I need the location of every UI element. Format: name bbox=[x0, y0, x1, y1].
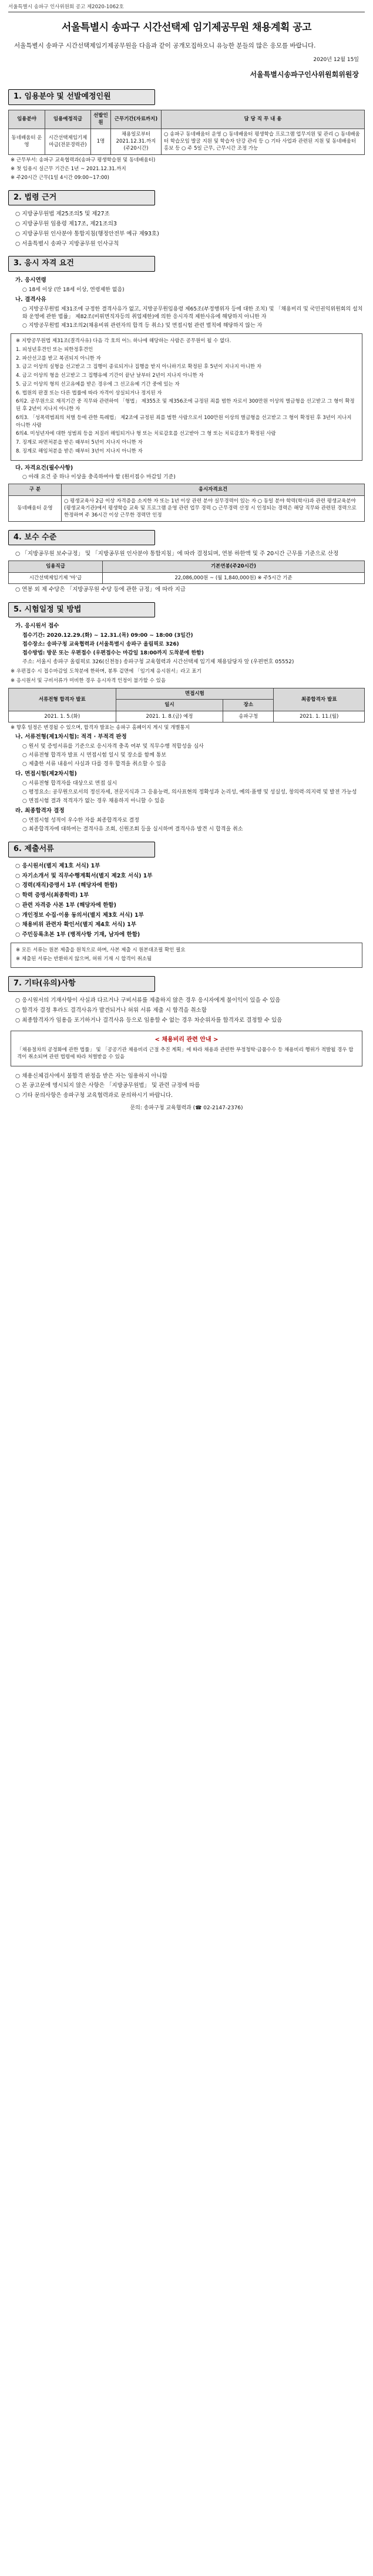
table-row bbox=[9, 572, 365, 583]
list-item: ○ 지방공무원법 제25조의5 및 제27조 bbox=[15, 211, 110, 218]
table-cell: 2021. 1. 8.(금) 예정 bbox=[116, 711, 223, 722]
list-item: ○ 서울특별시 송파구 지방공무원 인사규칙 bbox=[15, 240, 119, 247]
law-line: 6의2. 공무원으로 재직기간 중 직무와 관련하여 「형법」 제355조 및 제356조에 규정된 죄를 범한 자로서 300만원 이상의 벌금형을 선고받고 그 형이 확정된 후 2년이 지나지 아니한 자 bbox=[16, 399, 355, 413]
table-row bbox=[9, 495, 365, 521]
list-item: ○ 합격자 결정 후라도 결격사유가 발견되거나 허위 서류 제출 시 합격을 취소함 bbox=[15, 1007, 207, 1014]
table-header: 기본연봉(주20시간) bbox=[103, 561, 365, 572]
table-cell: 시간선택제임기제 마급(전문경력관) bbox=[45, 129, 91, 154]
value: 방문 또는 우편접수 (우편접수는 마감일 18:00까지 도착분에 한함) bbox=[46, 650, 204, 657]
section-heading-legal-basis: 2. 법령 근거 bbox=[8, 190, 155, 206]
table-cell: 22,086,000원 ~ (월 1,840,000원) ※ 주5시간 기준 bbox=[103, 572, 365, 583]
table-header: 근무기간(자료까지) bbox=[111, 110, 162, 129]
table-cell: ○ 송파구 동네배움터 운영 ○ 동네배움터 평생학습 프로그램 업무지원 및 관리 ○ 동네배움터 학습모임 발굴 지원 및 학습자 단강 관리 등 ○ 기타 사업과 관련된 지원 및 동네배움터 홍보 등 ○ 주 5일 근무, 근무시간 조정 가능 bbox=[162, 129, 365, 154]
list-item: ○ 최종합격자에 대하여는 결격사유 조회, 신원조회 등을 실시하며 결격사유 발견 시 합격을 취소 bbox=[22, 826, 243, 832]
exam-schedule-table bbox=[8, 688, 365, 723]
list-item: ○ 본 공고문에 명시되지 않은 사항은 「지방공무원법」 및 관련 규정에 따름 bbox=[15, 1082, 200, 1089]
table-row bbox=[9, 711, 365, 722]
note: ※ 근무부서: 송파구 교육협력과(송파구 평생학습원 및 동네배움터) bbox=[11, 157, 156, 163]
list-item: ○ 응시원서(별지 제1호 서식) 1부 bbox=[15, 862, 100, 869]
table-cell: ○ 평생교육사 2급 이상 자격증을 소지한 자 또는 1년 이상 관련 분야 실무경력이 있는 자 ○ 동일 분야 학력(학사)과 관련 평생교육분야(평생교육기관)에서 평생학습 교육 및 프로그램 운영 관련 업무 경력 ○ 근무경력 산정 시 인정되는 경력은 해당 직무와 관련된 경력으로 한정하며 주 36시간 이상 근무한 경력만 인정 bbox=[62, 495, 365, 521]
table-cell: 시간선택제임기제 '마'급 bbox=[9, 572, 103, 583]
note: ※ 주20시간 근무(1일 4시간 09:00~17:00) bbox=[11, 175, 109, 181]
list-item: ○ 지방공무원 인사분야 통합지침(행정안전부 예규 제93호) bbox=[15, 230, 159, 237]
subheading: 다. 면접시험(제2차시험) bbox=[15, 771, 77, 778]
list-item: ○ 개인정보 수집·이용 동의서(별지 제3호 서식) 1부 bbox=[15, 911, 144, 919]
section-heading-salary: 4. 보수 수준 bbox=[8, 530, 155, 546]
note: ※ 응시원서 및 구비서류가 미비한 경우 응시자격 인정이 불가할 수 있음 bbox=[11, 677, 166, 684]
label: 접수방법 bbox=[22, 650, 43, 657]
contact-info: 문의: 송파구청 교육협력과 (☎ 02-2147-2376) bbox=[130, 1105, 243, 1111]
note: ※ 첫 임용시 실근무 기간은 1년 ~ 2021.12.31.까지 bbox=[11, 166, 126, 172]
notice-text: 「채용절차의 공정화에 관한 법률」 및 「공공기관 채용비리 근절 추진 계획」에 따라 채용과 관련한 부정청탁·금품수수 등 채용비리 행위가 적발될 경우 합격이 취소되며 관련 법령에 따라 처벌받을 수 있음 bbox=[17, 1047, 354, 1061]
table-header: 면접시험 bbox=[116, 688, 274, 700]
section-heading-schedule: 5. 시험일정 및 방법 bbox=[8, 602, 155, 618]
intro-text: 서울특별시 송파구 시간선택제임기제공무원을 다음과 같이 공개모집하오니 유능한 분들의 많은 응모를 바랍니다. bbox=[14, 42, 316, 49]
list-item: ○ 18세 이상 (만 18세 이상, 연령제한 없음) bbox=[22, 287, 125, 293]
mailing-address: 주소: 서울시 송파구 올림픽로 326(신천동) 송파구청 교육협력과 시간선택제 임기제 채용담당자 앞 (우편번호 05552) bbox=[22, 659, 294, 666]
table-header: 서류전형 합격자 발표 bbox=[9, 688, 116, 711]
list-item: ○ 지방공무원법 제31조에 규정한 결격사유가 없고, 지방공무원임용령 제65조(부정행위자 등에 대한 조치) 및 「채용비리 및 국민권익위원회의 설치와 운영에 관한 법률」 제82조(비위면직자등의 취업제한)에 의한 응시자격 제한사유에 해당하지 아니한 자 bbox=[22, 306, 363, 320]
table-header: 최종합격자 발표 bbox=[274, 688, 365, 711]
list-item: ○ 서류전형 합격자 발표 시 면접시험 일시 및 장소를 함께 통보 bbox=[22, 752, 167, 759]
list-item: ○ 관련 자격증 사본 1부 (해당자에 한함) bbox=[15, 902, 116, 909]
list-item: ○ 주민등록초본 1부 (병적사항 기재, 남자에 한함) bbox=[15, 931, 140, 938]
recruitment-table bbox=[8, 110, 365, 155]
subheading: 나. 결격사유 bbox=[15, 296, 46, 303]
application-period: 접수기간: 2020.12.29.(화) ~ 12.31.(목) 09:00 ~ 18:00 (3일간) bbox=[22, 633, 193, 639]
table-cell: 동네배움터 운영 bbox=[9, 495, 62, 521]
documents-note-box bbox=[11, 943, 362, 968]
subheading: 다. 자격요건(필수사항) bbox=[15, 464, 73, 471]
note: ※ 제출된 서류는 반환하지 않으며, 허위 기재 시 합격이 취소됨 bbox=[16, 956, 152, 962]
list-item: ○ 「지방공무원 보수규정」 및 「지방공무원 인사분야 통합지침」에 따라 결정되며, 연봉 하한액 및 주 20시간 근무를 기준으로 산정 bbox=[15, 551, 339, 558]
table-row bbox=[9, 129, 365, 154]
section-heading-documents: 6. 제출서류 bbox=[8, 842, 155, 857]
note: ※ 모든 서류는 원본 제출을 원칙으로 하며, 사본 제출 시 원본대조필 확인 필요 bbox=[16, 947, 186, 953]
list-item: ○ 자기소개서 및 직무수행계획서(별지 제2호 서식) 1부 bbox=[15, 872, 153, 879]
list-item: ○ 면접시험 결과 적격자가 없는 경우 채용하지 아니할 수 있음 bbox=[22, 798, 165, 805]
note: ※ 향후 일정은 변경될 수 있으며, 합격자 발표는 송파구 홈페이지 게시 및 개별통지 bbox=[11, 724, 190, 731]
list-item: ○ 응시원서의 기재사항이 사실과 다르거나 구비서류를 제출하지 않은 경우 응시자에게 불이익이 있을 수 있음 bbox=[15, 997, 281, 1004]
table-cell: 1명 bbox=[91, 129, 111, 154]
announcement-date: 2020년 12월 15일 bbox=[313, 56, 359, 63]
table-header: 선발인원 bbox=[91, 110, 111, 129]
law-line: 3. 금고 이상의 실형을 선고받고 그 집행이 종료되거나 집행을 받지 아니하기로 확정된 후 5년이 지나지 아니한 자 bbox=[16, 364, 262, 370]
table-header: 임용예정직급 bbox=[45, 110, 91, 129]
subheading: 가. 응시원서 접수 bbox=[15, 623, 59, 630]
table-header: 응시자격요건 bbox=[62, 484, 365, 495]
note: ※ 우편접수 시 접수마감일 도착분에 한하며, 봉투 겉면에 「임기제 응시원서」라고 표기 bbox=[11, 669, 201, 675]
list-item: ○ 연봉 외 제 수당은 「지방공무원 수당 등에 관한 규정」에 따라 지급 bbox=[15, 586, 186, 593]
list-item: ○ 학력 증명서(최종학력) 1부 bbox=[15, 892, 89, 899]
law-line: 6의4. 미성년자에 대한 성범죄 등을 저질러 해임되거나 형 또는 치료감호를 선고받아 그 형 또는 치료감호가 확정된 사람 bbox=[16, 431, 276, 437]
table-header: 담 당 직 무 내 용 bbox=[162, 110, 365, 129]
label: 접수기간 bbox=[22, 633, 43, 639]
list-item: ○ 원서 및 증빙서류를 기준으로 응시자격 충족 여부 및 직무수행 적합성을 심사 bbox=[22, 744, 204, 750]
document-number: 서울특별시 송파구 인사위원회 공고 제2020-1062호 bbox=[8, 4, 365, 12]
table-subheader: 장소 bbox=[223, 700, 274, 711]
table-header: 임용분야 bbox=[9, 110, 45, 129]
salary-table bbox=[8, 561, 365, 584]
list-item: ○ 평정요소: 공무원으로서의 정신자세, 전문지식과 그 응용능력, 의사표현의 정확성과 논리성, 예의·품행 및 성실성, 창의력·의지력 및 발전 가능성 bbox=[22, 789, 357, 795]
law-line: 7. 징계로 파면처분을 받은 때부터 5년이 지나지 아니한 자 bbox=[16, 440, 143, 446]
list-item: ○ 지방공무원 임용령 제17조, 제21조의3 bbox=[15, 221, 117, 228]
law-line: 4. 금고 이상의 형을 선고받고 그 집행유예 기간이 끝난 날부터 2년이 지나지 아니한 자 bbox=[16, 373, 204, 379]
list-item: ○ 채용비위 관련자 확인서(별지 제4호 서식) 1부 bbox=[15, 921, 137, 929]
list-item: ○ 기타 문의사항은 송파구청 교육협력과로 문의하시기 바랍니다. bbox=[15, 1092, 173, 1099]
subheading: 나. 서류전형(제1차시험): 적격 · 부적격 판정 bbox=[15, 734, 127, 741]
application-place: 접수장소: 송파구청 교육협력과 (서울특별시 송파구 올림픽로 326) bbox=[22, 642, 179, 648]
notice-title: < 채용비리 관련 안내 > bbox=[154, 1036, 219, 1043]
table-cell: 동네배움터 운영 bbox=[9, 129, 45, 154]
section-heading-recruitment: 1. 임용분야 및 선발예정인원 bbox=[8, 89, 155, 105]
list-item: ○ 아래 요건 중 하나 이상을 충족하여야 함 (원서접수 마감일 기준) bbox=[22, 474, 176, 481]
issuing-organization: 서울특별시송파구인사위원회위원장 bbox=[250, 70, 359, 79]
table-cell: 2021. 1. 11.(월) bbox=[274, 711, 365, 722]
table-subheader: 일시 bbox=[116, 700, 223, 711]
subheading: 가. 응시연령 bbox=[15, 277, 46, 284]
list-item: ○ 경력(재직)증명서 1부 (해당자에 한함) bbox=[15, 882, 117, 889]
list-item: ○ 서류전형 합격자를 대상으로 면접 실시 bbox=[22, 780, 117, 786]
section-heading-eligibility: 3. 응시 자격 요건 bbox=[8, 256, 155, 272]
value: 2020.12.29.(화) ~ 12.31.(목) 09:00 ~ 18:00 (3일간) bbox=[46, 633, 193, 639]
requirements-table bbox=[8, 484, 365, 521]
table-header: 구 분 bbox=[9, 484, 62, 495]
announcement-page bbox=[0, 0, 373, 1124]
table-header: 임용직급 bbox=[9, 561, 103, 572]
value: 송파구청 교육협력과 (서울특별시 송파구 올림픽로 326) bbox=[46, 642, 179, 648]
table-cell: 송파구청 bbox=[223, 711, 274, 722]
list-item: ○ 최종합격자가 임용을 포기하거나 결격사유 등으로 임용할 수 없는 경우 차순위자를 합격자로 결정할 수 있음 bbox=[15, 1017, 283, 1024]
label: 접수장소 bbox=[22, 642, 43, 648]
hiring-corruption-notice bbox=[11, 1031, 362, 1066]
table-cell: 2021. 1. 5.(화) bbox=[9, 711, 116, 722]
section-heading-other: 7. 기타(유의)사항 bbox=[8, 976, 155, 992]
list-item: ○ 지방공무원법 제31조의2(채용비위 관련자의 합격 등 취소) 및 면접시험 관련 벌칙에 해당하지 않는 자 bbox=[22, 323, 263, 329]
table-cell: 채용일로부터 2021.12.31.까지(주20시간) bbox=[111, 129, 162, 154]
law-excerpt-box bbox=[11, 333, 362, 461]
law-line: 1. 피성년후견인 또는 피한정후견인 bbox=[16, 346, 93, 353]
law-line: 2. 파산선고를 받고 복권되지 아니한 자 bbox=[16, 355, 101, 362]
law-line: 8. 징계로 해임처분을 받은 때부터 3년이 지나지 아니한 자 bbox=[16, 448, 143, 454]
list-item: ○ 면접시험 성적이 우수한 자를 최종합격자로 결정 bbox=[22, 817, 139, 823]
application-method: 접수방법: 방문 또는 우편접수 (우편접수는 마감일 18:00까지 도착분에 한함) bbox=[22, 650, 204, 657]
law-line: ※ 지방공무원법 제31조(결격사유) 다음 각 호의 어느 하나에 해당하는 사람은 공무원이 될 수 없다. bbox=[16, 338, 231, 345]
list-item: ○ 제출한 서류 내용이 사실과 다를 경우 합격을 취소할 수 있음 bbox=[22, 761, 167, 768]
list-item: ○ 채용신체검사에서 불합격 판정을 받은 자는 임용하지 아니함 bbox=[15, 1072, 167, 1079]
law-line: 5. 금고 이상의 형의 선고유예를 받은 경우에 그 선고유예 기간 중에 있는 자 bbox=[16, 381, 180, 387]
page-title: 서울특별시 송파구 시간선택제 임기제공무원 채용계획 공고 bbox=[61, 22, 312, 34]
law-line: 6. 법원의 판결 또는 다른 법률에 따라 자격이 상실되거나 정지된 자 bbox=[16, 390, 162, 396]
law-line: 6의3. 「성폭력범죄의 처벌 등에 관한 특례법」 제2조에 규정된 죄를 범한 사람으로서 100만원 이상의 벌금형을 선고받고 그 형이 확정된 후 3년이 지나지 아니한 사람 bbox=[16, 414, 352, 428]
subheading: 라. 최종합격자 결정 bbox=[15, 808, 65, 815]
